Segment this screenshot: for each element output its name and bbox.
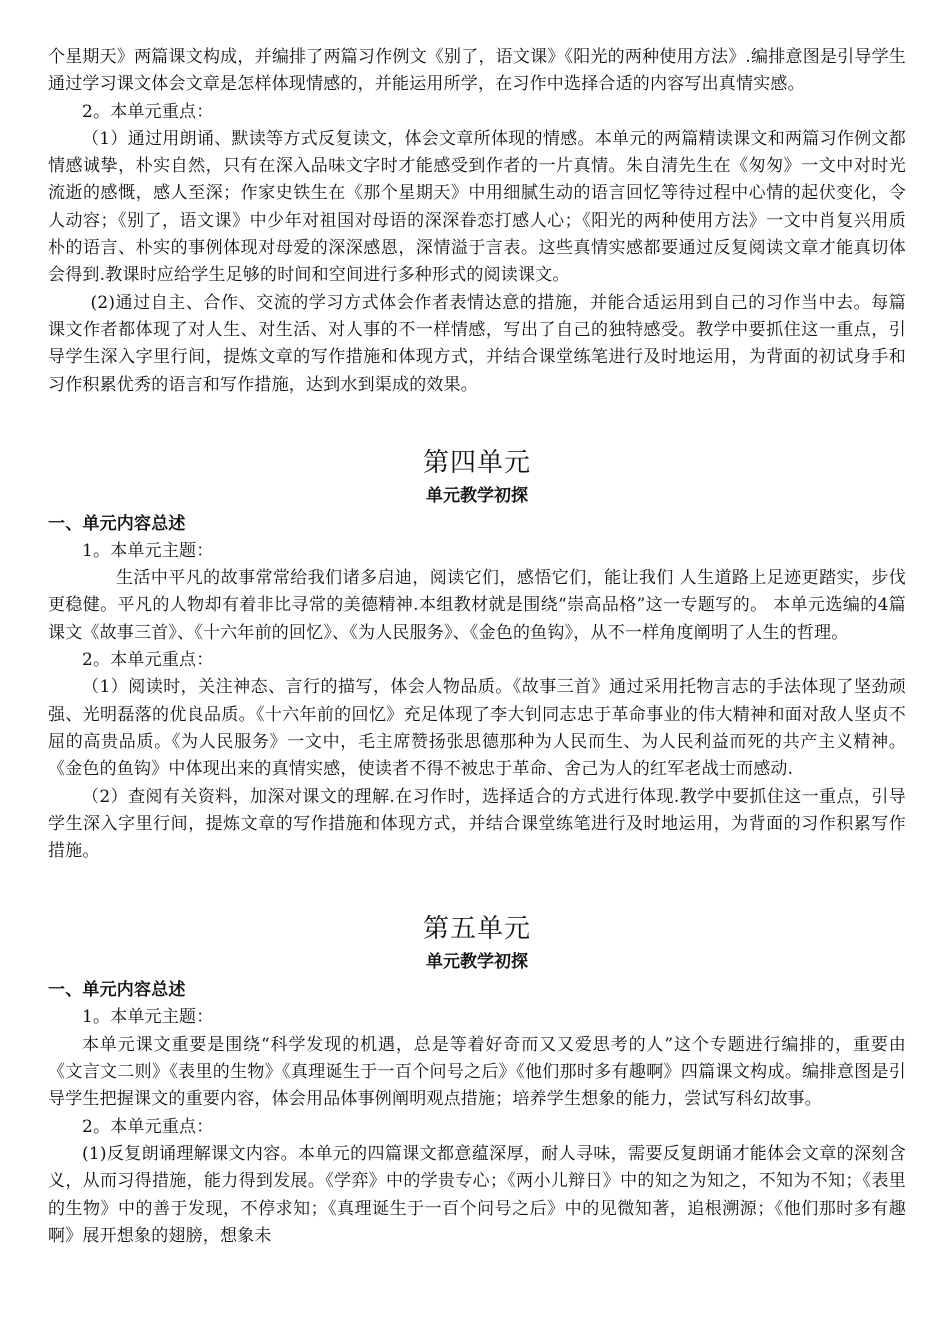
unit4-theme-text: 生活中平凡的故事常常给我们诸多启迪，阅读它们，感悟它们，能让我们 人生道路上足迹更踏实，步伐更稳健。平凡的人物却有着非比寻常的美德精神.本组教材就是围绕“崇高品格”这一专题写的。 本单元选编的4篇课文《故事三首》、《十六年前的回忆》、《为人民服务》、《金色的鱼钩》，从不一样角度阐明了人生的哲理。	[48, 568, 906, 643]
unit4-section-heading: 一、单元内容总述	[48, 513, 186, 534]
unit4-focus-1: （1）阅读时，关注神态、言行的描写，体会人物品质。《故事三首》通过采用托物言志的手法体现了坚劲顽强、光明磊落的优良品质。《十六年前的回忆》充足体现了李大钊同志忠于革命事业的伟大精神和面对敌人坚贞不屈的高贵品质。《为人民服务》一文中，毛主席赞扬张思德那种为人民而生、为人民利益而死的共产主义精神。《金色的鱼钩》中体现出来的真情实感，使读者不得不被忠于革命、舍己为人的红军老战士而感动.	[48, 677, 906, 780]
unit5-theme-text: 本单元课文重要是围绕“科学发现的机遇，总是等着好奇而又又爱思考的人”这个专题进行编排的，重要由《文言文二则》《表里的生物》《真理诞生于一百个问号之后》《他们那时多有趣啊》四篇课文构成。编排意图是引导学生把握课文的重要内容，体会用品体事例阐明观点措施；培养学生想象的能力，尝试写科幻故事。	[48, 1034, 906, 1110]
unit5-title: 第五单元	[422, 914, 531, 945]
unit5-section-heading: 一、单元内容总述	[48, 980, 186, 1001]
intro-focus-2: (2)通过自主、合作、交流的学习方式体会作者表情达意的措施，并能合适运用到自己的习作当中去。每篇课文作者都体现了对人生、对生活、对人事的不一样情感，写出了自己的独特感受。教学中要抓住这一重点，引导学生深入字里行间，提炼文章的写作措施和体现方式，并结合课堂练笔进行及时地运用，为背面的初试身手和习作积累优秀的语言和写作措施，达到水到渠成的效果。	[48, 292, 906, 395]
unit5-focus-label: 2。本单元重点：	[82, 1116, 214, 1137]
unit4-title: 第四单元	[422, 447, 531, 478]
intro-focus-label: 2。本单元重点：	[82, 101, 214, 122]
spacer	[48, 399, 906, 445]
unit4-theme-label: 1。本单元主题：	[82, 540, 214, 561]
intro-paragraph: 个星期天》两篇课文构成，并编排了两篇习作例文《别了，语文课》《阳光的两种使用方法》.编排意图是引导学生通过学习课文体会文章是怎样体现情感的，并能运用所学，在习作中选择合适的内容写出真情实感。	[48, 47, 906, 95]
document-page	[48, 44, 906, 1250]
unit5-focus-1: (1)反复朗诵理解课文内容。本单元的四篇课文都意蕴深厚，耐人寻味，需要反复朗诵才能体会文章的深刻含义，从而习得措施，能力得到发展。《学弈》中的学贵专心；《两小儿辩日》中的知之为知之，不知为不知；《表里的生物》中的善于发现，不停求知；《真理诞生于一百个问号之后》中的见微知著，追根溯源；《他们那时多有趣啊》展开想象的翅膀，想象未	[48, 1143, 906, 1246]
unit5-theme-label: 1。本单元主题：	[82, 1007, 214, 1028]
spacer	[48, 865, 906, 911]
intro-focus-1: （1）通过用朗诵、默读等方式反复读文，体会文章所体现的情感。本单元的两篇精读课文和两篇习作例文都情感诚挚，朴实自然，只有在深入品味文字时才能感受到作者的一片真情。朱自清先生在《匆匆》一文中对时光流逝的感慨，感人至深；作家史铁生在《那个星期天》中用细腻生动的语言回忆等待过程中心情的起伏变化，令人动容；《别了，语文课》中少年对祖国对母语的深深眷恋打感人心；《阳光的两种使用方法》一文中肖复兴用质朴的语言、朴实的事例体现对母爱的深深感恩，深情溢于言表。这些真情实感都要通过反复阅读文章才能真切体会得到.教课时应给学生足够的时间和空间进行多种形式的阅读课文。	[48, 128, 906, 286]
unit5-subtitle: 单元教学初探	[426, 952, 528, 973]
unit4-focus-2: （2）查阅有关资料，加深对课文的理解.在习作时，选择适合的方式进行体现.教学中要抓住这一重点，引导学生深入字里行间，提炼文章的写作措施和体现方式，并结合课堂练笔进行及时地运用，为背面的习作积累写作措施。	[48, 786, 906, 862]
unit4-focus-label: 2。本单元重点：	[82, 650, 214, 671]
unit4-subtitle: 单元教学初探	[426, 485, 528, 506]
